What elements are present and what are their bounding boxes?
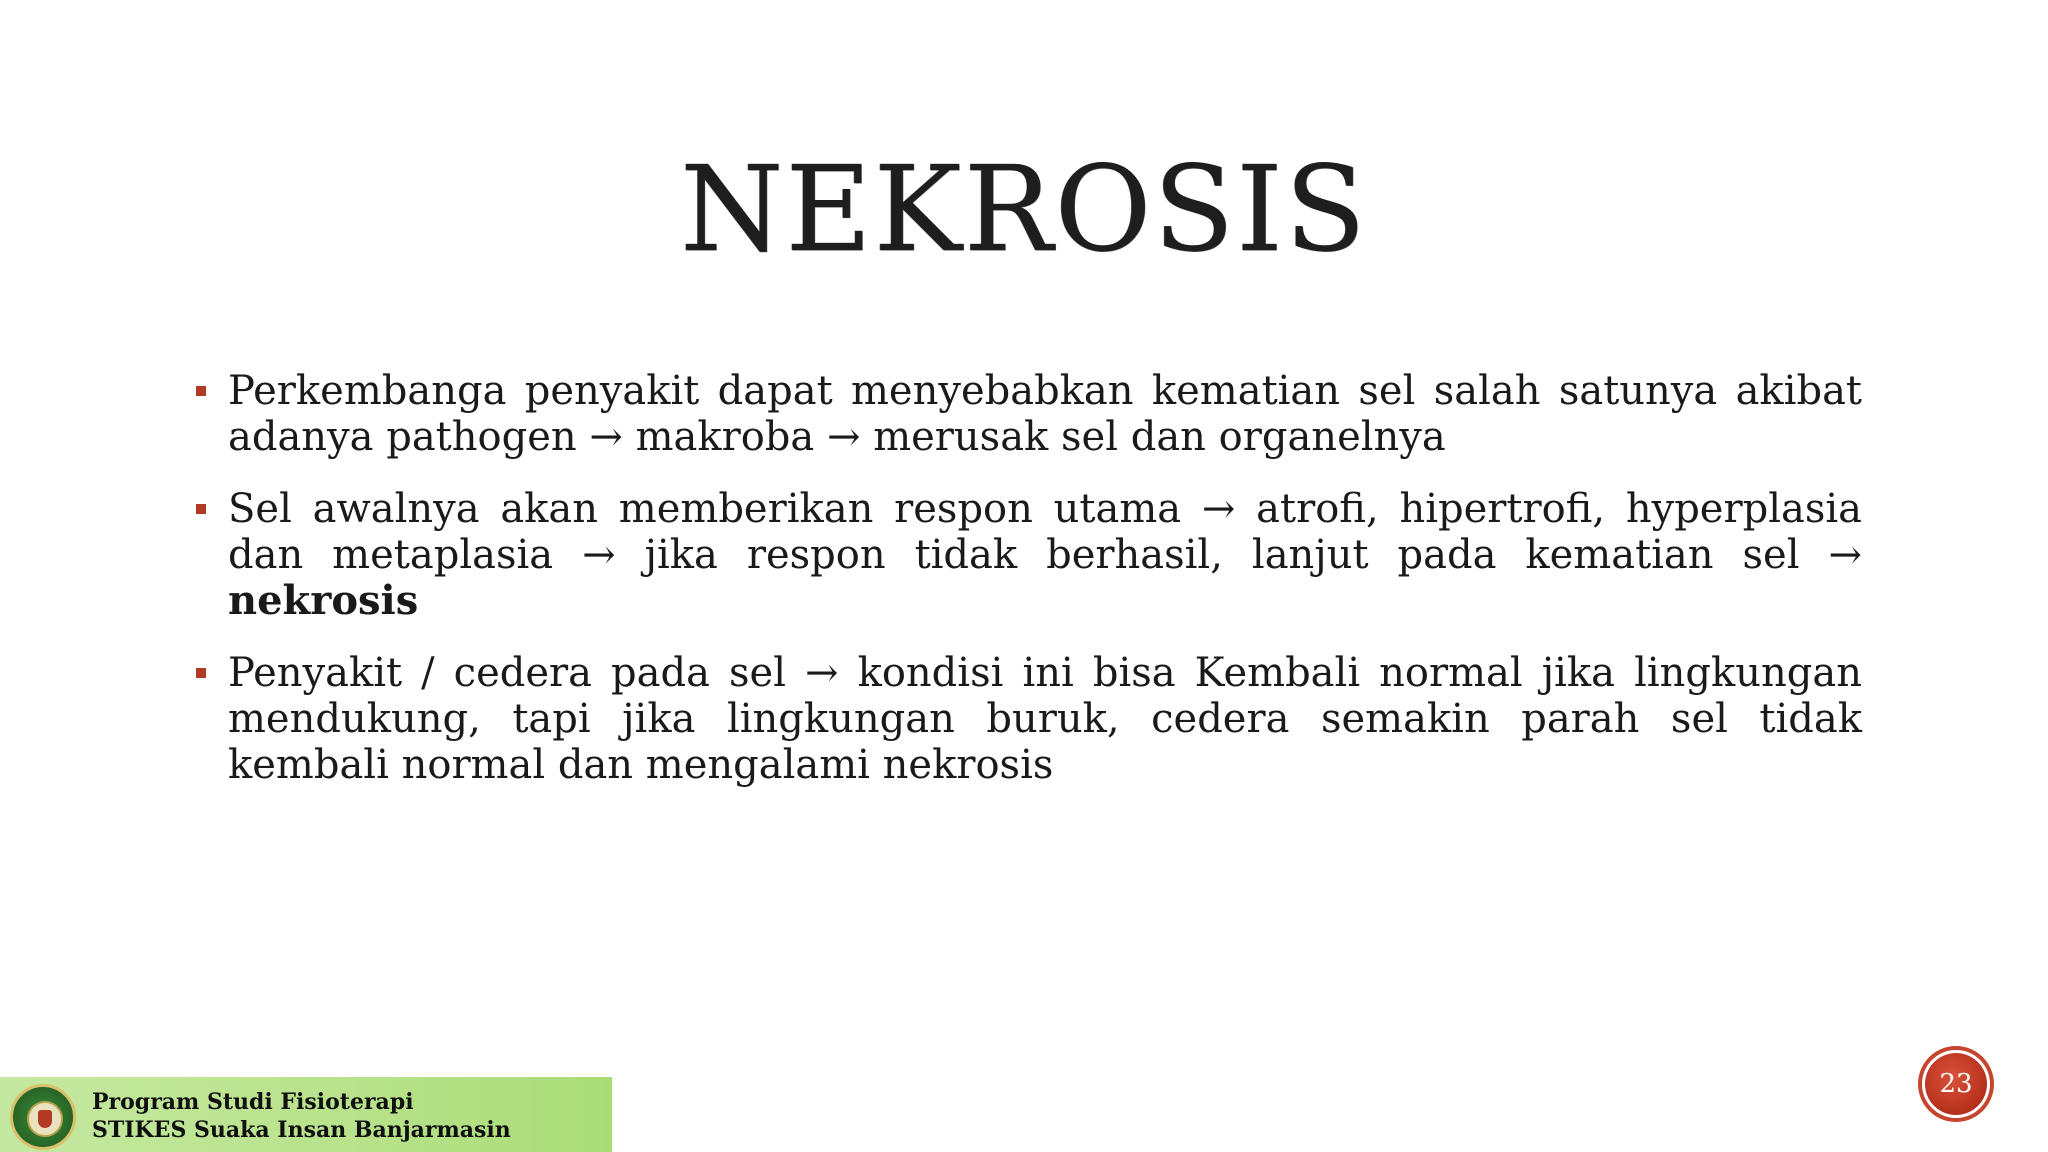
institution-seal-icon — [10, 1084, 76, 1150]
seal-center — [27, 1101, 63, 1137]
bullet-text: Penyakit / cedera pada sel → kondisi ini bisa Kembali normal jika lingkungan mendukung, tapi jika lingkungan buruk, cedera semakin parah sel tidak kembali normal dan mengalami nekrosis — [228, 650, 1862, 788]
page-number-badge: 23 — [1922, 1050, 1990, 1118]
bullet-item — [196, 650, 1862, 788]
bullet-bold-term: nekrosis — [228, 577, 419, 624]
bullet-item — [196, 368, 1862, 460]
square-bullet-icon — [196, 668, 206, 678]
footer-text — [92, 1088, 511, 1144]
slide-title: NEKROSIS — [680, 140, 1368, 278]
bullet-item — [196, 486, 1862, 624]
bullet-list — [196, 368, 1862, 814]
square-bullet-icon — [196, 504, 206, 514]
footer-institution: STIKES Suaka Insan Banjarmasin — [92, 1117, 511, 1143]
bullet-text: Sel awalnya akan memberikan respon utama → atrofi, hipertrofi, hyperplasia dan metaplasia → jika respon tidak berhasil, lanjut pada kematian sel → — [228, 486, 1862, 578]
footer-program: Program Studi Fisioterapi — [92, 1089, 414, 1115]
bullet-text: Perkembanga penyakit dapat menyebabkan kematian sel salah satunya akibat adanya pathogen → makroba → merusak sel dan organelnya — [228, 368, 1862, 460]
square-bullet-icon — [196, 386, 206, 396]
seal-emblem — [38, 1110, 52, 1128]
